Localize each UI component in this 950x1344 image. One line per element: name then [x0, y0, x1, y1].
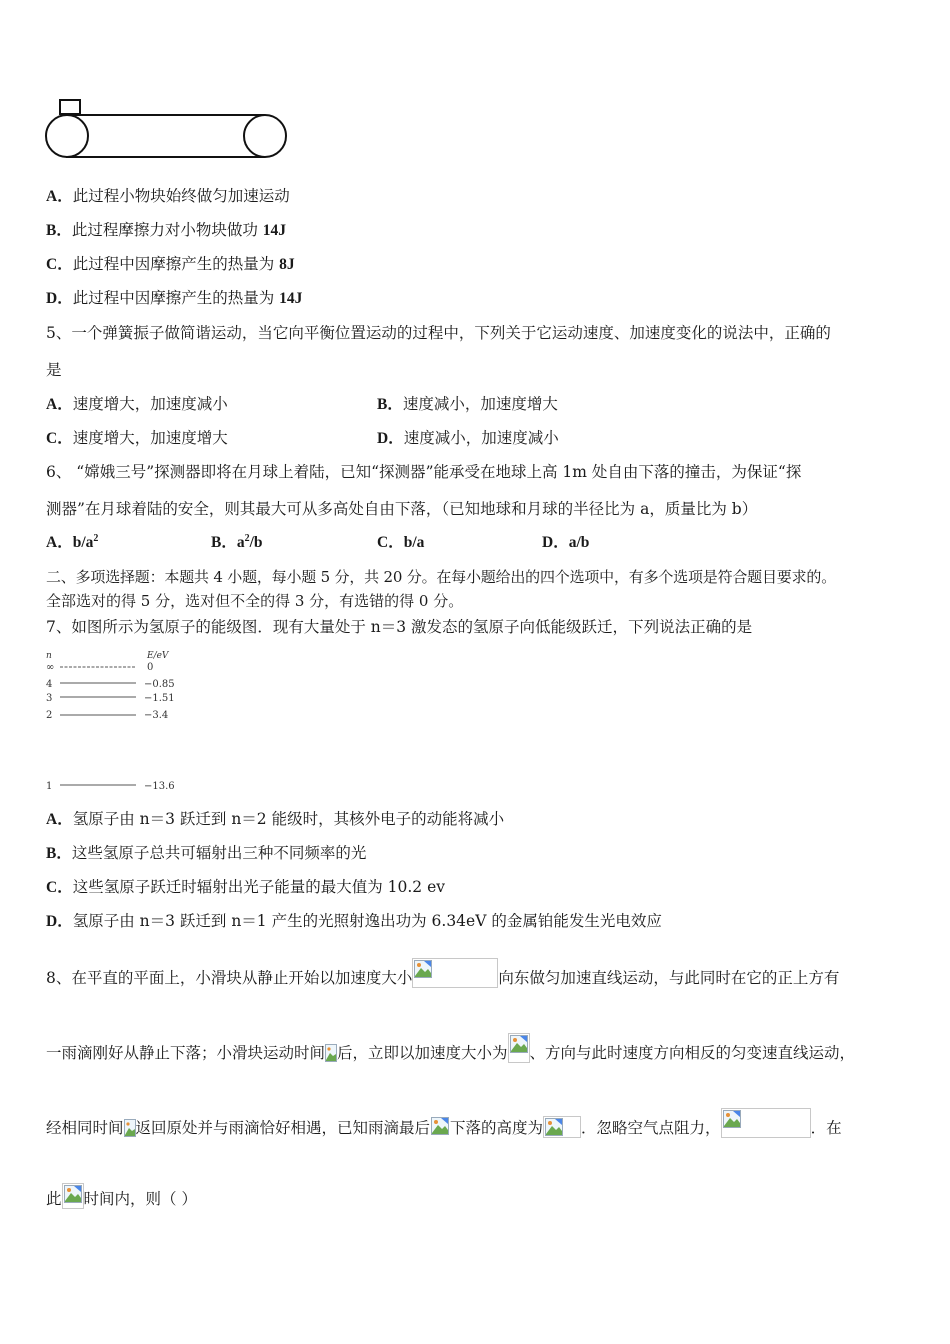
q6-stem-line1: 6、 “嫦娥三号”探测器即将在月球上着陆，已知“探测器”能承受在地球上高 1m 处自由下落的撞击，为保证“探: [46, 463, 802, 481]
level-4-e: −0.85: [144, 679, 175, 690]
broken-image-icon: [325, 1044, 337, 1062]
q8-line3: 经相同时间 返回原处并与雨滴恰好相遇，已知雨滴最后 下落的高度为 ．忽略空气点阻力， ．在: [46, 1108, 842, 1138]
broken-image-icon: [510, 1035, 528, 1053]
q6-options-row: [46, 533, 906, 553]
q6-option-b: B．$a^2/b$: [211, 532, 263, 551]
q7-option-c: C．这些氢原子跃迁时辐射出光子能量的最大值为 10.2 ev: [46, 878, 445, 896]
level-4-n: 4: [46, 679, 53, 690]
q4-option-c: C．此过程中因摩擦产生的热量为 8J: [46, 255, 295, 273]
formula-image-4: [124, 1118, 136, 1138]
q5-option-b: B．速度减小，加速度增大: [377, 395, 558, 413]
energy-level-diagram: [44, 646, 184, 796]
block: [60, 100, 80, 114]
formula-image-2: [325, 1043, 337, 1063]
q4-option-d: D．此过程中因摩擦产生的热量为 14J: [46, 289, 303, 307]
broken-image-icon: [124, 1119, 136, 1137]
formula-image-3: [508, 1033, 530, 1063]
broken-image-icon: [431, 1117, 449, 1135]
q5-option-d: D．速度减小，加速度减小: [377, 429, 559, 447]
col-n-label: n: [46, 651, 52, 661]
q7-option-a: A．氢原子由 n＝3 跃迁到 n＝2 能级时，其核外电子的动能将减小: [46, 810, 505, 828]
level-1-n: 1: [46, 781, 53, 792]
level-inf-e: 0: [147, 662, 154, 673]
level-inf-n: ∞: [46, 662, 55, 673]
level-3-n: 3: [46, 693, 53, 704]
q8-line2: 一雨滴刚好从静止下落；小滑块运动时间 后，立即以加速度大小为 、方向与此时速度方向相反的匀变速直线运动，: [46, 1033, 855, 1063]
q8-line4: 此 时间内，则（ ）: [46, 1183, 197, 1209]
broken-image-icon: [723, 1110, 741, 1128]
level-1-e: −13.6: [144, 781, 175, 792]
q6-stem-line2: 测器”在月球着陆的安全，则其最大可从多高处自由下落，（已知地球和月球的半径比为 a，质量比为 b）: [46, 500, 758, 518]
q6-option-a: A．$b/a^2$: [46, 532, 99, 551]
level-3-e: −1.51: [144, 693, 175, 704]
left-pulley: [46, 115, 88, 157]
q6-option-c: C．b/a: [377, 534, 425, 551]
q4-option-b: B．此过程摩擦力对小物块做功 14J: [46, 221, 287, 239]
level-2-n: 2: [46, 710, 53, 721]
level-2-e: −3.4: [144, 710, 169, 721]
formula-image-6: [543, 1116, 581, 1138]
q7-option-d: D．氢原子由 n＝3 跃迁到 n＝1 产生的光照射逸出功为 6.34eV 的金属铂能发生光电效应: [46, 912, 662, 930]
q5-option-a: A．速度增大，加速度减小: [46, 395, 228, 413]
broken-image-icon: [545, 1118, 563, 1136]
formula-image-5: [430, 1116, 450, 1138]
q5-stem-line1: 5、一个弹簧振子做简谐运动，当它向平衡位置运动的过程中，下列关于它运动速度、加速度变化的说法中，正确的: [46, 324, 831, 342]
q6-option-d: D．a/b: [542, 534, 590, 551]
q5-stem-line2: 是: [46, 361, 62, 379]
q5-options-row1: [46, 394, 906, 415]
q4-option-a: A．此过程小物块始终做匀加速运动: [46, 187, 290, 205]
formula-image-1: [412, 958, 498, 988]
section2-line1: 二、多项选择题：本题共 4 小题，每小题 5 分，共 20 分。在每小题给出的四个选项中，有多个选项是符合题目要求的。: [46, 568, 836, 586]
broken-image-icon: [64, 1185, 82, 1203]
formula-image-8: [62, 1183, 84, 1209]
q7-stem: 7、如图所示为氢原子的能级图．现有大量处于 n＝3 激发态的氢原子向低能级跃迁，下列说法正确的是: [46, 618, 753, 636]
q5-option-c: C．速度增大，加速度增大: [46, 429, 228, 447]
q5-options-row2: [46, 428, 906, 449]
q8-line1: 8、在平直的平面上，小滑块从静止开始以加速度大小 向东做匀加速直线运动，与此同时在它的正上方有: [46, 958, 839, 988]
formula-image-7: [721, 1108, 811, 1138]
q7-option-b: B．这些氢原子总共可辐射出三种不同频率的光: [46, 844, 367, 862]
section2-line2: 全部选对的得 5 分，选对但不全的得 3 分，有选错的得 0 分。: [46, 592, 464, 610]
col-e-label: E/eV: [147, 651, 169, 661]
right-pulley: [244, 115, 286, 157]
conveyor-belt-figure: [40, 96, 295, 162]
broken-image-icon: [414, 960, 432, 978]
